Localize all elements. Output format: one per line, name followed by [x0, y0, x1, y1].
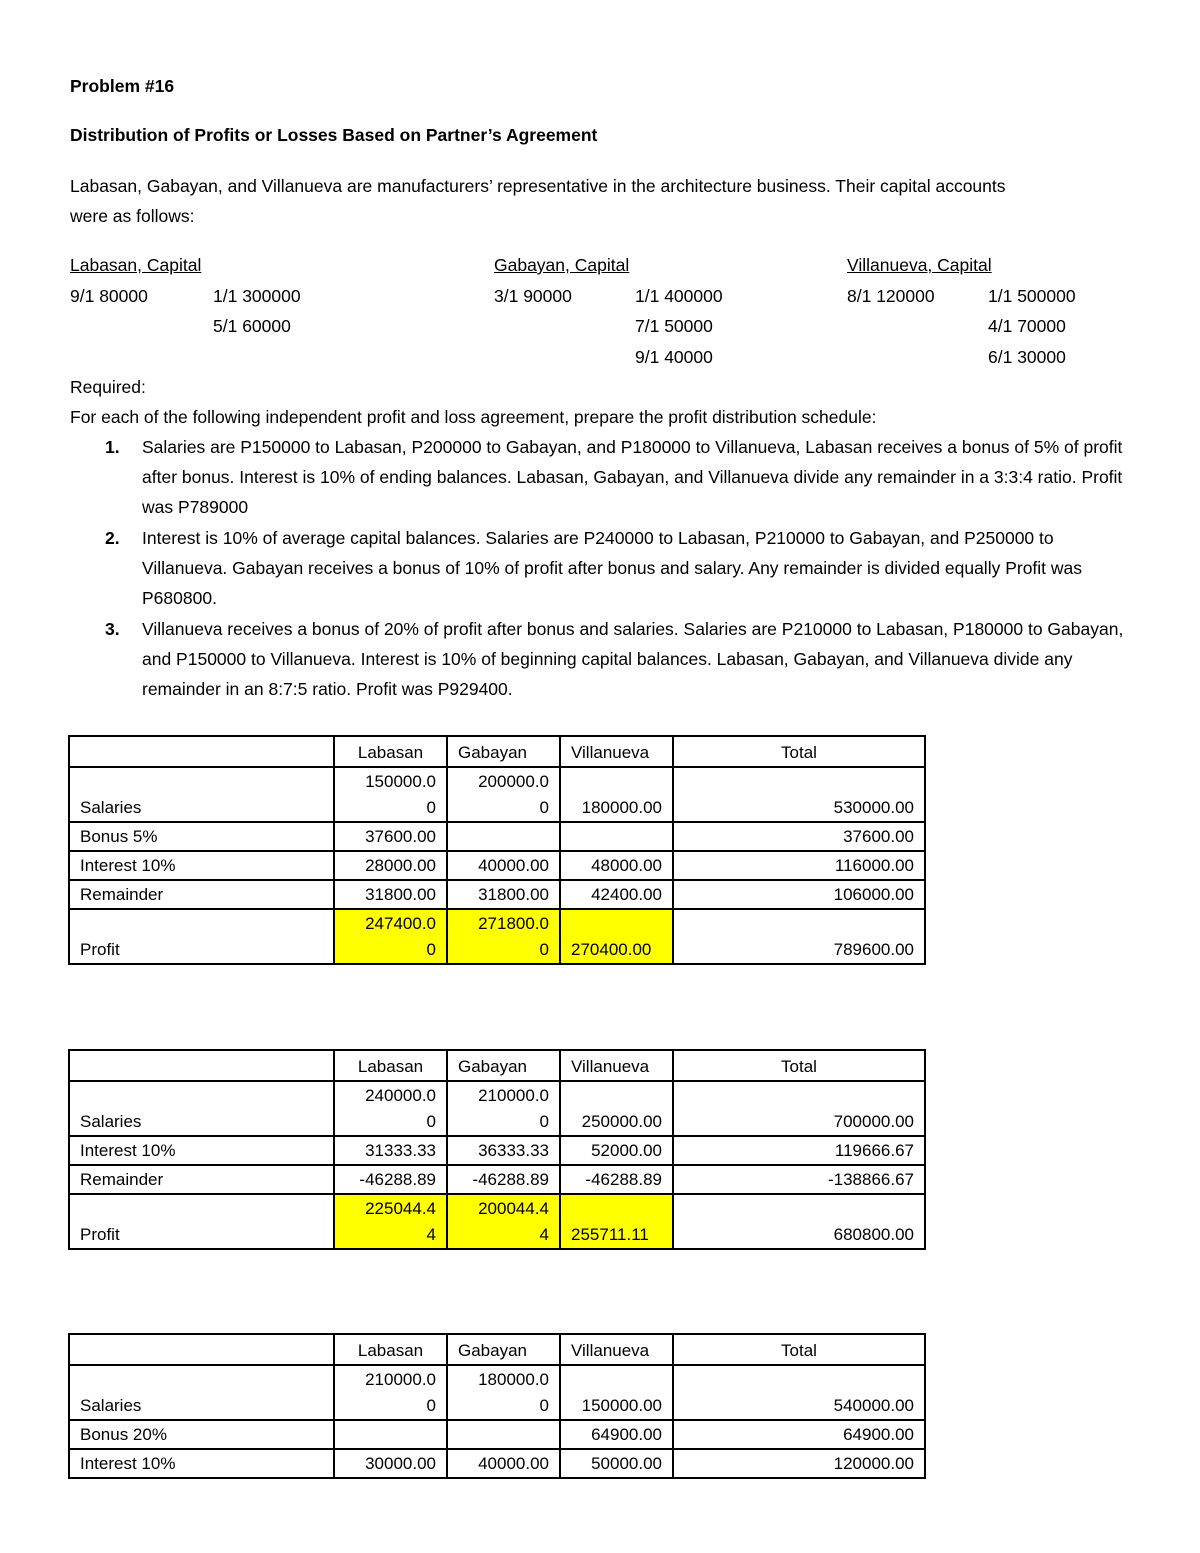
cell-labasan	[334, 1420, 447, 1449]
cell-total: 119666.67	[673, 1136, 925, 1165]
cell-villanueva: 270400.00	[560, 909, 673, 964]
required-label: Required:	[70, 377, 146, 397]
cell-total: -138866.67	[673, 1165, 925, 1194]
cell-labasan	[334, 767, 447, 822]
gabayan-capital-title: Gabayan, Capital	[494, 255, 630, 275]
distribution-table-3	[68, 1333, 926, 1479]
cell-total: 680800.00	[673, 1194, 925, 1249]
list-item-text: Salaries are P150000 to Labasan, P200000 to Gabayan, and P180000 to Villanueva, Labasan receives a bonus of 5% of profit after bonus. Interest is 10% of ending balances. Labasan, Gabayan, and Villanueva divide any remainder in a 3:3:4 ratio. Profit was P789000	[142, 437, 1123, 517]
cell-labasan	[334, 909, 447, 964]
cell-labasan: 30000.00	[334, 1449, 447, 1478]
table-row	[69, 767, 925, 822]
cell-line: 200044.4	[478, 1199, 549, 1218]
header-cell-blank	[69, 736, 334, 767]
cell-line: 4	[426, 1225, 436, 1244]
table-row	[69, 851, 925, 880]
cell-line: 4	[539, 1225, 549, 1244]
gabayan-credit-1: 1/1 400000	[635, 286, 723, 306]
cell-villanueva	[560, 822, 673, 851]
cell-gabayan	[447, 822, 560, 851]
header-gabayan: Gabayan	[447, 1050, 560, 1081]
table-row	[69, 822, 925, 851]
cell-line: 0	[426, 1396, 436, 1415]
villanueva-credit-3: 6/1 30000	[988, 347, 1066, 367]
cell-total: 116000.00	[673, 851, 925, 880]
gabayan-credit-2: 7/1 50000	[635, 316, 713, 336]
labasan-debit-1: 9/1 80000	[70, 286, 148, 306]
table-header-row	[69, 1334, 925, 1365]
cell-line: 200000.0	[478, 772, 549, 791]
list-item-number: 3.	[105, 619, 120, 639]
cell-line: 247400.0	[365, 914, 436, 933]
labasan-capital-title: Labasan, Capital	[70, 255, 202, 275]
table-row	[69, 1365, 925, 1420]
list-item-text: Interest is 10% of average capital balances. Salaries are P240000 to Labasan, P210000 to Gabayan, and P250000 to Villanueva. Gabayan receives a bonus of 10% of profit after bonus and salary. Any remainder is divided equally Profit was P680800.	[142, 528, 1083, 608]
table-row	[69, 1420, 925, 1449]
problem-title: Problem #16	[70, 76, 175, 96]
header-cell-blank	[69, 1334, 334, 1365]
row-label-profit: Profit	[69, 1194, 334, 1249]
villanueva-credit-1: 1/1 500000	[988, 286, 1076, 306]
cell-line: 0	[426, 798, 436, 817]
cell-labasan: 28000.00	[334, 851, 447, 880]
cell-labasan: 31333.33	[334, 1136, 447, 1165]
cell-line: 210000.0	[365, 1370, 436, 1389]
header-total: Total	[673, 736, 925, 767]
header-total: Total	[673, 1050, 925, 1081]
cell-gabayan: 31800.00	[447, 880, 560, 909]
row-label-profit: Profit	[69, 909, 334, 964]
cell-total: 789600.00	[673, 909, 925, 964]
cell-villanueva: 42400.00	[560, 880, 673, 909]
cell-gabayan	[447, 1365, 560, 1420]
header-villanueva: Villanueva	[560, 1334, 673, 1365]
cell-gabayan: 36333.33	[447, 1136, 560, 1165]
row-label-interest: Interest 10%	[69, 851, 334, 880]
distribution-table-1	[68, 735, 926, 965]
header-labasan: Labasan	[334, 1334, 447, 1365]
required-text: For each of the following independent profit and loss agreement, prepare the profit distribution schedule:	[70, 407, 877, 427]
cell-total: 64900.00	[673, 1420, 925, 1449]
row-label-interest: Interest 10%	[69, 1449, 334, 1478]
labasan-credit-1: 1/1 300000	[213, 286, 301, 306]
cell-total: 540000.00	[673, 1365, 925, 1420]
table-row	[69, 1165, 925, 1194]
table-row	[69, 1194, 925, 1249]
distribution-table-2	[68, 1049, 926, 1250]
cell-gabayan	[447, 909, 560, 964]
header-labasan: Labasan	[334, 1050, 447, 1081]
cell-labasan	[334, 1365, 447, 1420]
cell-villanueva: 180000.00	[560, 767, 673, 822]
cell-gabayan: -46288.89	[447, 1165, 560, 1194]
cell-labasan: -46288.89	[334, 1165, 447, 1194]
row-label-interest: Interest 10%	[69, 1136, 334, 1165]
cell-line: 0	[426, 1112, 436, 1131]
cell-labasan: 37600.00	[334, 822, 447, 851]
cell-line: 0	[539, 940, 549, 959]
table-row	[69, 909, 925, 964]
table-row	[69, 1449, 925, 1478]
row-label-salaries: Salaries	[69, 1081, 334, 1136]
cell-gabayan	[447, 1081, 560, 1136]
header-gabayan: Gabayan	[447, 736, 560, 767]
list-item-number: 2.	[105, 528, 120, 548]
problem-subtitle: Distribution of Profits or Losses Based on Partner’s Agreement	[70, 125, 598, 145]
cell-villanueva: 250000.00	[560, 1081, 673, 1136]
cell-labasan	[334, 1194, 447, 1249]
cell-villanueva: 52000.00	[560, 1136, 673, 1165]
cell-villanueva: 150000.00	[560, 1365, 673, 1420]
cell-villanueva: 255711.11	[560, 1194, 673, 1249]
row-label-remainder: Remainder	[69, 1165, 334, 1194]
labasan-credit-2: 5/1 60000	[213, 316, 291, 336]
cell-line: 210000.0	[478, 1086, 549, 1105]
cell-line: 240000.0	[365, 1086, 436, 1105]
table-row	[69, 1136, 925, 1165]
header-villanueva: Villanueva	[560, 736, 673, 767]
row-label-bonus: Bonus 5%	[69, 822, 334, 851]
gabayan-credit-3: 9/1 40000	[635, 347, 713, 367]
gabayan-debit-1: 3/1 90000	[494, 286, 572, 306]
villanueva-capital-title: Villanueva, Capital	[847, 255, 992, 275]
row-label-bonus: Bonus 20%	[69, 1420, 334, 1449]
cell-gabayan	[447, 1420, 560, 1449]
list-item-text: Villanueva receives a bonus of 20% of profit after bonus and salaries. Salaries are P210000 to Labasan, P180000 to Gabayan, and P150000 to Villanueva. Interest is 10% of beginning capital balances. Labasan, Gabayan, and Villanueva divide any remainder in an 8:7:5 ratio. Profit was P929400.	[142, 619, 1124, 699]
villanueva-debit-1: 8/1 120000	[847, 286, 935, 306]
cell-villanueva: 50000.00	[560, 1449, 673, 1478]
header-total: Total	[673, 1334, 925, 1365]
table-row	[69, 1081, 925, 1136]
cell-villanueva: 64900.00	[560, 1420, 673, 1449]
cell-labasan: 31800.00	[334, 880, 447, 909]
header-cell-blank	[69, 1050, 334, 1081]
cell-line: 150000.0	[365, 772, 436, 791]
table-row	[69, 880, 925, 909]
cell-line: 0	[539, 1112, 549, 1131]
cell-line: 0	[539, 798, 549, 817]
intro-line-2: were as follows:	[70, 206, 195, 226]
cell-total: 700000.00	[673, 1081, 925, 1136]
cell-villanueva: -46288.89	[560, 1165, 673, 1194]
cell-line: 271800.0	[478, 914, 549, 933]
cell-line: 0	[539, 1396, 549, 1415]
intro-line-1: Labasan, Gabayan, and Villanueva are manufacturers’ representative in the architecture business. Their capital accounts	[70, 176, 1006, 196]
cell-total: 530000.00	[673, 767, 925, 822]
cell-gabayan: 40000.00	[447, 851, 560, 880]
header-labasan: Labasan	[334, 736, 447, 767]
row-label-salaries: Salaries	[69, 767, 334, 822]
row-label-remainder: Remainder	[69, 880, 334, 909]
cell-total: 120000.00	[673, 1449, 925, 1478]
cell-gabayan: 40000.00	[447, 1449, 560, 1478]
table-header-row	[69, 736, 925, 767]
cell-line: 225044.4	[365, 1199, 436, 1218]
cell-labasan	[334, 1081, 447, 1136]
cell-gabayan	[447, 1194, 560, 1249]
header-villanueva: Villanueva	[560, 1050, 673, 1081]
villanueva-credit-2: 4/1 70000	[988, 316, 1066, 336]
cell-total: 106000.00	[673, 880, 925, 909]
cell-line: 180000.0	[478, 1370, 549, 1389]
cell-total: 37600.00	[673, 822, 925, 851]
cell-line: 0	[426, 940, 436, 959]
cell-villanueva: 48000.00	[560, 851, 673, 880]
table-header-row	[69, 1050, 925, 1081]
row-label-salaries: Salaries	[69, 1365, 334, 1420]
header-gabayan: Gabayan	[447, 1334, 560, 1365]
cell-gabayan	[447, 767, 560, 822]
list-item-number: 1.	[105, 437, 120, 457]
